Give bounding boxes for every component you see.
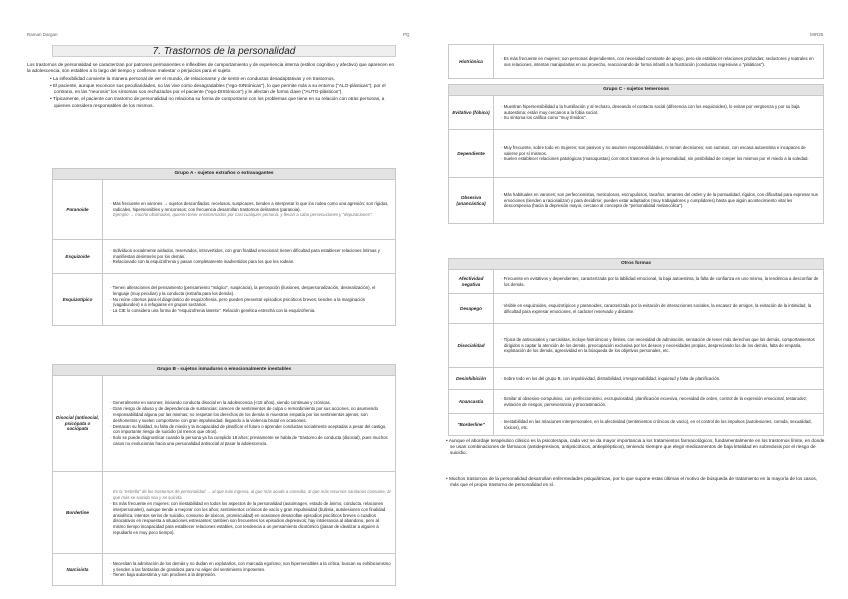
list-item: · Necesitan la admiración de los demás y no dudan en explotarlos, con marcada egoísmo; son hipersensibles a la crítica, buscan su exhibicionismo y tienden a las fantasías de grandeza para no aliger del sentimiento impotentes.	[110, 560, 391, 572]
list-item: · Muy frecuente, sobre todo en mujeres; son pasivos y no asumen responsabilidades, ni toman decisiones; son sumisos, con escasa autoestima e incapaces de valerse por sí mismos.	[501, 144, 806, 156]
disorder-description	[494, 178, 824, 224]
table-row	[53, 472, 396, 554]
table-row	[53, 180, 396, 240]
table-row	[53, 240, 396, 274]
table-row	[449, 45, 824, 79]
table-row	[53, 376, 396, 472]
group-b-table	[52, 364, 396, 586]
disorder-name: Esquizotípico	[53, 274, 103, 326]
group-a-table	[52, 168, 396, 326]
other-forms-header: Otros formas	[449, 259, 824, 270]
list-item: · Es más frecuente en mujeres; son personas dependientes, con necesidad constante de apoyo, pero sin establecer relaciones profundas; seductores y teatrales en sus relaciones, intentan manipularlas en su provecho, reaccionando de forma infantil a la frustración (conductas regresivas o "pitiáticas").	[501, 55, 814, 67]
group-c-header: Grupo C - sujetos temerosos	[449, 85, 824, 96]
list-item: · Visible en esquizoides, esquizotípicos y paranoides, caracterizada por la evitación de interacciones sociales, la escasez de amigos, la evitación de la intimidad, la dificultad para expresar emociones, el carácter reservado y distante.	[501, 302, 812, 314]
intro-section	[27, 62, 397, 110]
footnote: • Muchos trastornos de la personalidad desarrollan enfermedades psiquiátricas, por lo que supone estas últimas el motivo de búsqueda de tratamiento en la mayoría de los casos, más que el propio trastorno de personalidad en sí.	[446, 476, 818, 488]
table-row	[449, 96, 824, 130]
trait-name: Anancastia	[449, 390, 494, 414]
author-header: Raman Dargan	[27, 32, 58, 37]
list-item: · Relacionado con la esquizofrenia y pasan completamente inadvertidos para los que les rodean.	[110, 259, 295, 265]
table-row	[449, 368, 824, 390]
table-row	[449, 294, 824, 324]
trait-description	[494, 294, 824, 324]
list-item: · Tienen baja autoestima y son proclives a la depresión.	[110, 572, 217, 578]
disorder-description	[103, 472, 396, 554]
disorder-description	[494, 45, 824, 79]
table-row	[53, 274, 396, 326]
disorder-name: Obsesiva (anancástica)	[449, 178, 494, 224]
list-item: · Es más frecuente en mujeres; con inestabilidad en todos los aspectos de la personalidad (autoimagen, estado de ánimo, conducta, relaciones interpersonales), aunque tiende a mejorar con los años; sentimientos crónicos de vacío y gran impulsividad (bulimia, autolesiones con finalidad ansiolítica, intentos serios de suicidio, consumo de tóxicos, promiscuidad) en ocasiones desarrollan episodios psicóticos breves o cuadros disociativos en respuesta a situaciones estresantes; tambien son frecuentes los episodios depresivos; hay intolerancia al abandono, pero al mismo tiempo incapacidad para establecer relaciones estables, con tendencia a un pensamiento dicotómico (pasan de idealizar a alguien a repudiarlo en muy poco tiempo).	[110, 500, 386, 536]
list-item: · Más frecuente en varones → sujetos desconfiados, recelosos, suspicaces, tienden a interpretar lo que los rodea como una agresión; son rígidos, radicales, hipersensibles y rencorosos; con frecuencia desarrollan trastornos delirantes (paranoia).	[110, 200, 389, 212]
footnote: • Aunque el abordaje terapéutico clásico es la psicoterapia, cada vez se da mayor importancia a los tratamientos farmacológicos, fundamentalmente en los trastornos límite, en donde se usan combinaciones de fármacos (antidepresivos, antipsicóticos, antiepilépticos), teniendo siempre que elegir medicamentos de baja letalidad en sobredosis por el riesgo de suicidio.	[446, 438, 825, 456]
list-item: · Generalmente en varones; iniciando conducta disocial en la adolescencia (<15 años), siendo continuas y crónicas.	[110, 399, 331, 405]
list-item: · Sobre todo en los del grupo B, con impulsividad, distraibilidad, irresponsabilidad, inquietud y falta de planificación.	[501, 375, 721, 381]
table-row	[449, 324, 824, 368]
list-item: · Su síntoma los califica como "muy tímidos".	[501, 115, 587, 121]
disorder-description	[103, 274, 396, 326]
list-item: · La CIE lo considera una forma de "esquizofrenia latente". Relación genética estrecha con la esquizofrenia.	[110, 308, 316, 314]
list-item: · Similar al obsesivo-compulsivo, con perfeccionismo, escrupulosidad, planificación excesiva, necesidad de orden, control de la expresión emocional, testarudez, evitación de riesgos, perseverancia y procrastinación.	[501, 395, 808, 407]
disorder-description	[103, 180, 396, 240]
trait-description	[494, 324, 824, 368]
page-tag: MIR25	[810, 32, 824, 37]
disorder-description	[494, 130, 824, 178]
list-item: · Tienen alteraciones del pensamiento (pensamiento "mágico", suspicacia), la percepción (ilusiones, despersonalización, desrealización), el lenguaje (muy peculiar) y la conducta (extraña para los demás).	[110, 284, 376, 296]
disorder-name: Esquizoide	[53, 240, 103, 274]
table-row	[449, 414, 824, 436]
example-note: Ejemplo → mucho obstinados, quieren tener ensimismados por casi cualquier persona, y llevan a cabo persecuciones y "depuraciones".	[113, 212, 373, 218]
trait-description	[494, 270, 824, 294]
list-item: · No reúne criterios para el diagnóstico de esquizofrenia, pero pueden presentar episodios psicóticos breves; tienden a la marginación (vagabundeo) o a refugiarse en grupos sectarios.	[110, 296, 366, 308]
page-title: 7. Trastornos de la personalidad	[52, 45, 396, 57]
group-c-table	[448, 84, 824, 224]
list-item: · Típica de antisociales y narcisistas, incluye histriónicos y límites, con necesidad de admiración, sensación de tener más derechos que los demás, comportamientos dirigidos a captar la atención de los demás, preocupación exclusiva por los deseos y necesidades propias, despreciando los de los demás, falta de empatía, explotación de los demás, agresividad en la búsqueda de los objetivos personales, etc.	[501, 336, 815, 354]
trait-description	[494, 368, 824, 390]
other-forms-table	[448, 258, 824, 436]
disorder-description	[103, 240, 396, 274]
example-note: Es la "estrella" de los trastornos de personalidad → al que más ingresa, al que más acude a consulta, al que más recursos sanitarios consume, al que más se suicida sea y se suicida.	[113, 488, 391, 500]
intro-bullet: • Típicamente, el paciente con trastorno de personalidad no relaciona su forma de comportarse con los problemas que tiene en su relación con otras personas, a quienes considera responsables de los mismos.	[50, 96, 385, 108]
intro-bullet: • El paciente, aunque reconoce sus peculiaridades, no las vive como desagradables ("ego-SINtónicas"), lo que permite más a su entorno ("ALO-plásticas"); por el contrario, en las "neurosis" los síntomas son rechazados por el paciente ("ego-DIStónicos") y le afectan de forma clave ("AUTO-plásticos").	[50, 82, 386, 95]
trait-name: Desapego	[449, 294, 494, 324]
disorder-name: Histriónica	[449, 45, 494, 79]
disorder-description	[494, 96, 824, 130]
disorder-description	[103, 376, 396, 472]
group-a-header: Grupo A - sujetos extraños o extravagantes	[53, 169, 396, 180]
disorder-name: Disocial (antisocial, psicópata o sociópata	[53, 376, 103, 472]
list-item: · Gran riesgo de abuso y de dependencia de sustancias; carecen de sentimientos de culpa o remordimiento por sus acciones, no asumiendo responsabilidad alguna por las mismas; no respetan los derechos de los demás ni muestran empatía por los sentimientos ajenos; son deshonestos y suelen comportarse con gran impulsividad, llegando a la violencia brutal en ocasiones.	[110, 405, 378, 423]
disorder-name: Evitativo (fóbico)	[449, 96, 494, 130]
disorder-description	[103, 554, 396, 586]
list-item: · Individuos socialmente aislados, reservados, introvertidos, con gran frialdad emocional; tienen dificultad para establecer relaciones íntimas y manifiestan desinterés por los demás.	[110, 247, 380, 259]
table-row	[449, 130, 824, 178]
disorder-name: Paranoide	[53, 180, 103, 240]
page-tag: PQ	[403, 32, 410, 37]
table-row	[53, 554, 396, 586]
trait-name: Afectividad negativa	[449, 270, 494, 294]
trait-name: Disocialidad	[449, 324, 494, 368]
trait-name: Desinhibición	[449, 368, 494, 390]
list-item: · Destacan su frialdad, su falta de miedo y la incapacidad de planificar el futuro o aprender conductas socialmente aceptadas a pesar del castigo, con importante riesgo de suicidio (al menos que otros).	[110, 423, 387, 435]
disorder-name: Narcisista	[53, 554, 103, 586]
list-item: · Muestran hipersensibilidad a la humillación y al rechazo, deseando el contacto social (diferencia con los esquizoides), lo evitan por vergüenza y por su baja autoestima; están muy cercanos a la fobia social.	[501, 103, 800, 115]
disorder-name: Dependiente	[449, 130, 494, 178]
group-b-header: Grupo B - sujetos inmaduros o emocionalmente inestables	[53, 365, 396, 376]
table-row	[449, 390, 824, 414]
list-item: · Solo se puede diagnosticar cuando la persona ya ha cumplido 18 años; previamente se habla de "trastorno de conducta (disocial), pues muchos casos no evolucionan hacia una personalidad antisocial al pasar la adolescencia.	[110, 435, 388, 447]
list-item: · Frecuente en evitativos y dependientes, caracterizada por la labilidad emocional, la baja autoestima, la falta de confianza en uno mismo, la tendencia a desconfiar de los demás.	[501, 275, 819, 287]
list-item: · Inestabilidad en las relaciones interpersonales, en la afectividad (sentimientos crónicos de vacío), en el control de los impulsos (autolesiones, comida, sexualidad, tóxicos), etc.	[501, 418, 812, 430]
table-row	[449, 270, 824, 294]
table-row	[449, 178, 824, 224]
intro-bullet: • La inflexibilidad convierte la manera personal de ver el mundo, de relacionarse y de sentir en conductas desadaptativas y en trastornos.	[50, 75, 335, 81]
list-item: · Más habituales en varones; son perfeccionistas, meticulosos, escrupulosos, tacaños, amantes del orden y de la puntualidad, rígidos, con dificultad para expresar sus emociones (tienden a racionalizar) y para decidirse; pueden estar adaptados (muy trabajadores y cumplidores) hasta que algún acontecimiento vital les descompensa (hacia la depresión mayor, cercano al concepto de "personalidad melancólica").	[501, 191, 818, 209]
intro-paragraph: Los trastornos de personalidad se caracterizan por patrones permanentes e inflexibles de comportamiento y de experiencia interna (estilos cognitivo y afectivo) que aparecen en la adolescencia, son estables a lo largo del tiempo y conllevan malestar o perjuicios para el sujeto.	[27, 62, 395, 74]
histrionica-table	[448, 44, 824, 79]
list-item: · Suelen establecer relaciones patológicas (masoquistas) con otros trastornos de la personalidad, sin posibilidad de romper los mismos por el miedo a la soledad.	[501, 156, 809, 162]
trait-description	[494, 414, 824, 436]
trait-description	[494, 390, 824, 414]
trait-name: "Borderline"	[449, 414, 494, 436]
disorder-name: Borderline	[53, 472, 103, 554]
